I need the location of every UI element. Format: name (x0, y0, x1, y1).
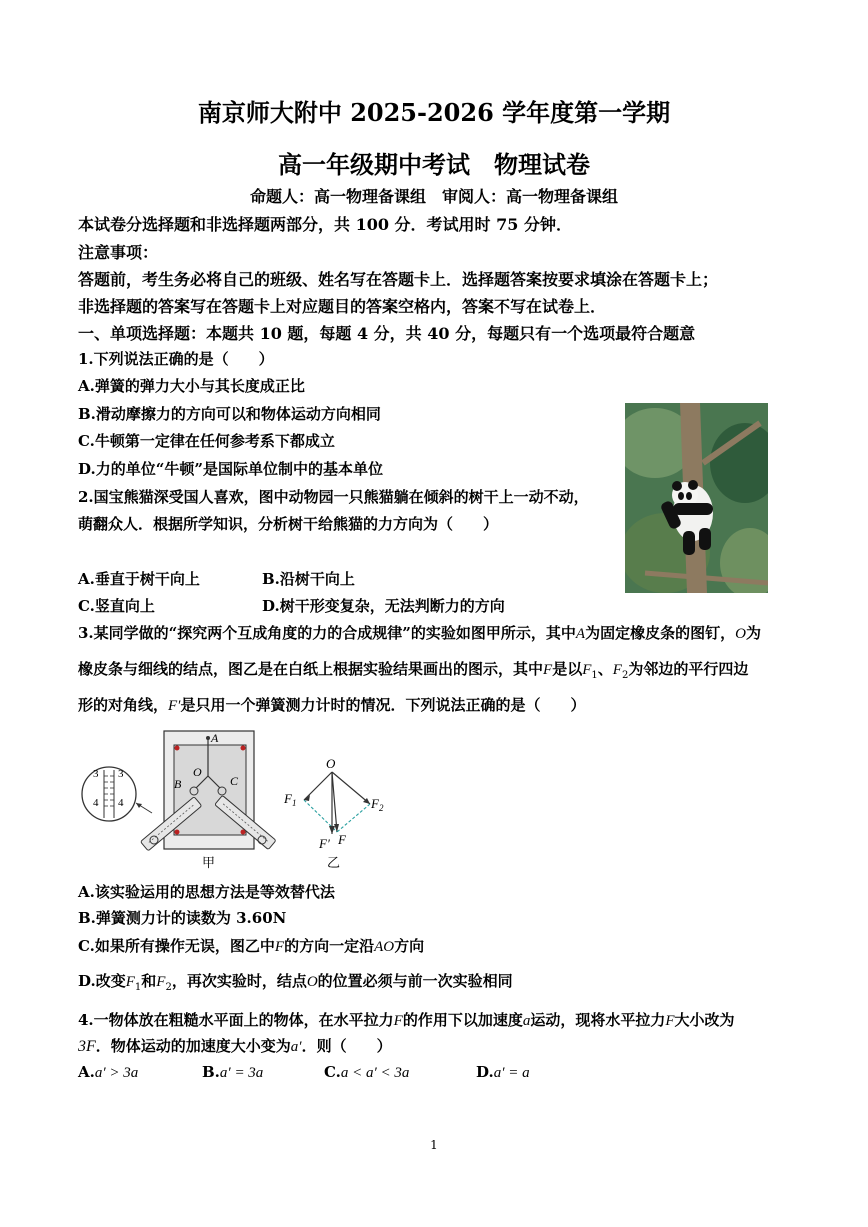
exam-title: 南京师大附中 2025-2026 学年度第一学期 (197, 98, 671, 127)
tick-3-right: 3 (118, 768, 124, 780)
q4-option-b: B.a′ = 3a (202, 1063, 264, 1081)
authors-line: 命题人：高一物理备课组 审阅人：高一物理备课组 (249, 187, 618, 206)
tick-3-left: 3 (93, 768, 99, 780)
tick-4-left: 4 (93, 797, 99, 809)
panda-photo (625, 403, 768, 593)
intro-line1: 本试卷分选择题和非选择题两部分，共 100 分．考试用时 75 分钟． (78, 215, 572, 234)
q3-option-b: B.弹簧测力计的读数为 3.60N (78, 909, 287, 927)
panda-illustration (625, 403, 768, 593)
q2-option-d: D.树干形变复杂，无法判断力的方向 (262, 597, 505, 615)
q2-option-a: A.垂直于树干向上 (78, 570, 200, 588)
label-F-prime: F′ (319, 836, 330, 851)
intro-line2: 答题前，考生务必将自己的班级、姓名写在答题卡上．选择题答案按要求填涂在答题卡上； (78, 270, 719, 289)
page-number: 1 (430, 1138, 438, 1152)
var-O: O (735, 626, 746, 642)
caption-yi: 乙 (327, 856, 341, 871)
q3-option-d: D.改变$F_1$和$F_2$，再次实验时，结点O的位置必须与前一次实验相同 (78, 972, 513, 993)
q2-stem-line2: 萌翻众人．根据所学知识，分析树干给熊猫的力方向为（ ） (78, 515, 499, 533)
exam-subtitle: 高一年级期中考试 物理试卷 (278, 150, 590, 179)
label-B: B (174, 777, 182, 791)
magnifier-circle (82, 767, 136, 821)
tick-4-right: 4 (118, 797, 124, 809)
label-F: F (338, 832, 346, 847)
figure-yi (282, 752, 392, 872)
q1-option-c: C.牛顿第一定律在任何参考系下都成立 (78, 432, 335, 450)
q4-option-c: C.a < a′ < 3a (324, 1063, 410, 1081)
q3-stem-line1: 3.某同学做的“探究两个互成角度的力的合成规律”的实验如图甲所示，其中A为固定橡皮条的图钉，O为 (78, 624, 761, 642)
q4-stem-line2: 3F．物体运动的加速度大小变为a′．则（ ） (78, 1037, 392, 1055)
label-A: A (211, 731, 219, 745)
label-O-yi: O (326, 756, 336, 771)
q1-option-d: D.力的单位“牛顿”是国际单位制中的基本单位 (78, 460, 383, 478)
q3-stem-line2: 橡皮条与细线的结点，图乙是在白纸上根据实验结果画出的图示，其中F是以$F_1$、$F_2$为邻边的平行四边 (78, 660, 749, 681)
q3-option-a: A.该实验运用的思想方法是等效替代法 (78, 883, 335, 901)
q3-option-c: C.如果所有操作无误，图乙中F的方向一定沿AO方向 (78, 937, 425, 955)
q1-option-b: B.滑动摩擦力的方向可以和物体运动方向相同 (78, 405, 381, 423)
figure-jia (78, 728, 278, 873)
q3-stem-line3: 形的对角线，F′是只用一个弹簧测力计时的情况．下列说法正确的是（ ） (78, 696, 586, 714)
caption-jia: 甲 (202, 856, 216, 871)
q4-stem-line1: 4.一物体放在粗糙水平面上的物体，在水平拉力F的作用下以加速度a运动，现将水平拉力F大小改为 (78, 1011, 735, 1029)
var-A: A (575, 626, 586, 642)
q2-stem-line1: 2.国宝熊猫深受国人喜欢，图中动物园一只熊猫躺在倾斜的树干上一动不动， (78, 488, 589, 506)
var-F: F (543, 662, 553, 678)
label-F1: $F_1$ (284, 791, 297, 808)
q2-option-c: C.竖直向上 (78, 597, 155, 615)
q2-option-b: B.沿树干向上 (262, 570, 355, 588)
q4-option-a: A.a′ > 3a (78, 1063, 139, 1081)
q4-option-d: D.a′ = a (476, 1063, 530, 1081)
notice-heading: 注意事项： (78, 243, 159, 262)
label-C: C (230, 774, 239, 788)
q1-option-a: A.弹簧的弹力大小与其长度成正比 (78, 377, 305, 395)
label-O: O (193, 765, 202, 779)
label-F2: $F_2$ (371, 796, 384, 813)
q1-stem: 1.下列说法正确的是（ ） (78, 350, 274, 368)
intro-line3: 非选择题的答案写在答题卡上对应题目的答案空格内，答案不写在试卷上． (78, 297, 607, 316)
section-heading: 一、单项选择题：本题共 10 题，每题 4 分，共 40 分，每题只有一个选项最符合题意 (78, 324, 696, 343)
